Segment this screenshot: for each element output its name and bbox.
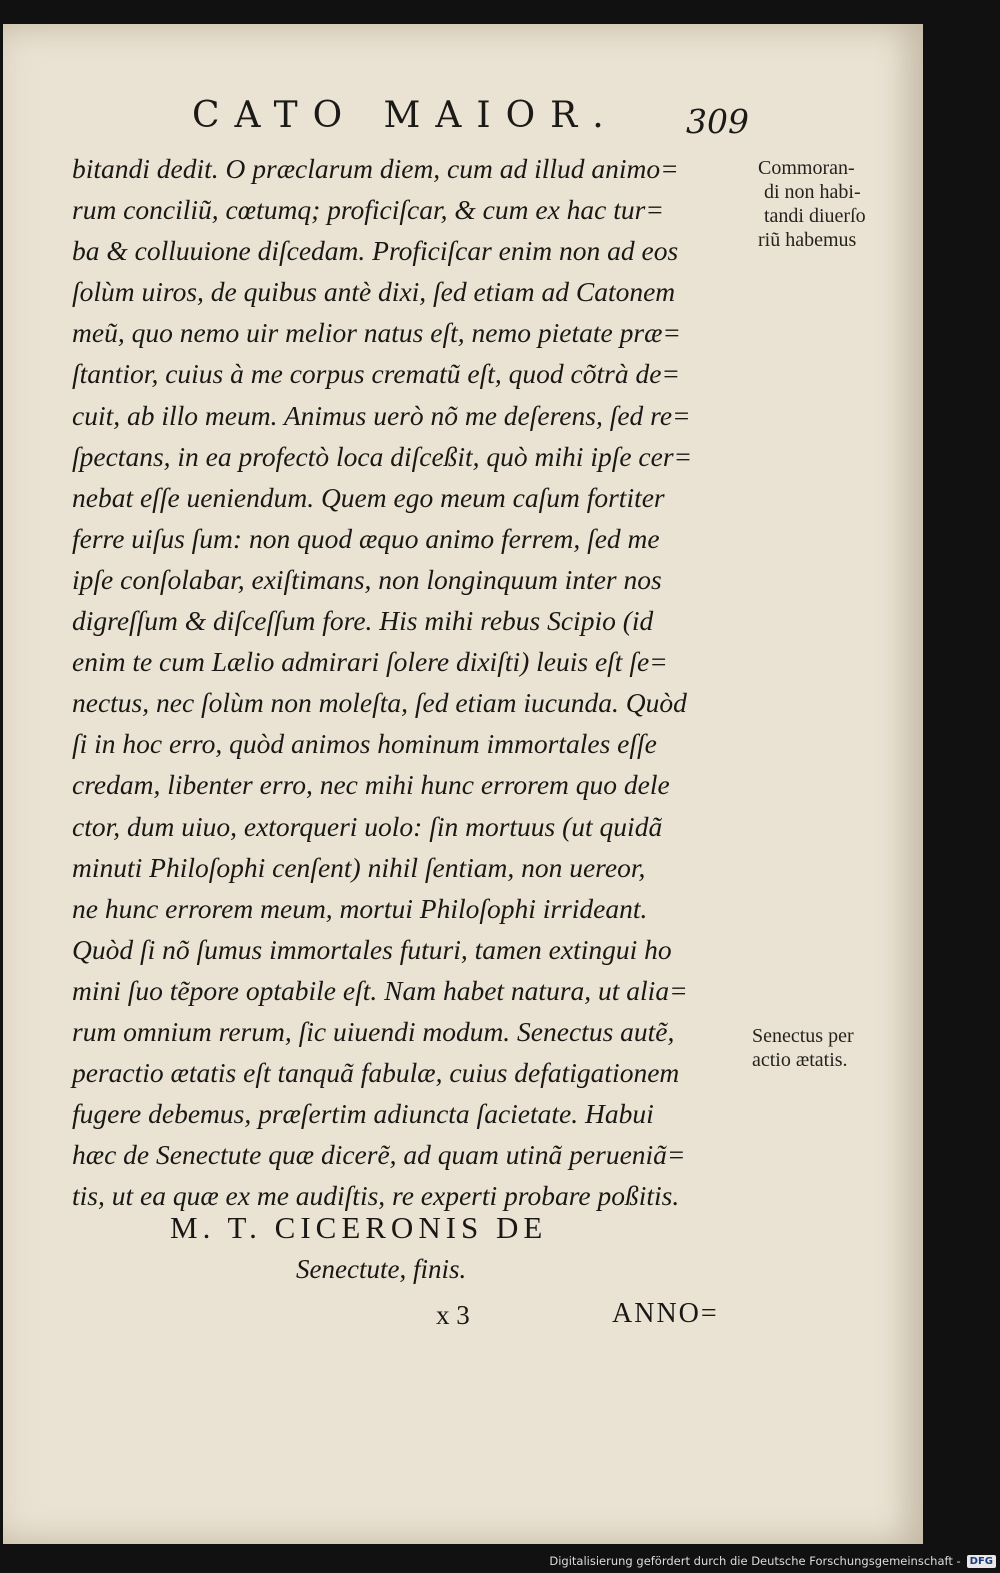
catchword: ANNO= (612, 1298, 719, 1329)
body-line: ſi in hoc erro, quòd animos hominum immortales eſſe (72, 728, 657, 760)
body-line: meũ, quo nemo uir melior natus eſt, nemo pietate præ= (72, 317, 681, 349)
body-line: ſpectans, in ea profectò loca diſceßit, quò mihi ipſe cer= (72, 440, 693, 472)
body-line: credam, libenter erro, nec mihi hunc errorem quo dele (72, 769, 670, 801)
body-line: fugere debemus, præſertim adiuncta ſacietate. Habui (72, 1098, 654, 1130)
body-line: minuti Philoſophi cenſent) nihil ſentiam, non uereor, (72, 851, 646, 883)
body-line: mini ſuo tẽpore optabile eſt. Nam habet natura, ut alia= (72, 974, 688, 1006)
body-line: rum omnium rerum, ſic uiuendi modum. Senectus autẽ, (72, 1015, 675, 1047)
body-line: nebat eſſe ueniendum. Quem ego meum caſum fortiter (72, 481, 665, 513)
body-line: tis, ut ea quæ ex me audiſtis, re experti probare poßitis. (72, 1180, 680, 1212)
funding-credit: Digitalisierung gefördert durch die Deutsche Forschungsgemeinschaft - (549, 1554, 961, 1568)
body-line: ſtantior, cuius à me corpus crematũ eſt, quod cõtrà de= (72, 358, 680, 390)
margin-note-senectus: Senectus per actio ætatis. (752, 1025, 854, 1071)
body-line: ferre uiſus ſum: non quod æquo animo ferrem, ſed me (72, 522, 660, 554)
body-line: enim te cum Lælio admirari ſolere dixiſti) leuis eſt ſe= (72, 646, 668, 678)
colophon-finis: Senectute, finis. (296, 1254, 467, 1284)
body-line: ipſe conſolabar, exiſtimans, non longinquum inter nos (72, 563, 662, 595)
body-text (72, 148, 752, 1216)
body-line: rum conciliũ, cœtumq; proficiſcar, & cum ex hac tur= (72, 194, 664, 226)
digitization-footer (549, 1551, 996, 1571)
body-line: bitandi dedit. O præclarum diem, cum ad illud animo= (72, 153, 679, 184)
body-line: ctor, dum uiuo, extorqueri uolo: ſin mortuus (ut quidã (72, 810, 663, 842)
body-line: peractio ætatis eſt tanquã fabulæ, cuius defatigationem (72, 1057, 680, 1089)
body-line: hæc de Senectute quæ dicerẽ, ad quam utinã perueniã= (72, 1139, 686, 1171)
running-title: CATO MAIOR. (192, 95, 619, 136)
body-line: ſolùm uiros, de quibus antè dixi, ſed etiam ad Catonem (72, 276, 676, 308)
body-line: ba & colluuione diſcedam. Proficiſcar enim non ad eos (72, 235, 679, 267)
signature-mark: x 3 (436, 1300, 470, 1330)
dfg-logo: DFG (967, 1555, 996, 1568)
body-line: nectus, nec ſolùm non moleſta, ſed etiam iucunda. Quòd (72, 687, 687, 719)
margin-note-commorandi: Commoran- di non habi- tandi diuerſo riũ habemus (758, 157, 866, 251)
page-number: 309 (686, 102, 749, 141)
body-line: cuit, ab illo meum. Animus uerò nõ me deſerens, ſed re= (72, 399, 691, 431)
body-line: digreſſum & diſceſſum fore. His mihi rebus Scipio (id (72, 605, 654, 637)
body-line: ne hunc errorem meum, mortui Philoſophi irrideant. (72, 892, 648, 924)
colophon-title: M. T. CICERONIS DE (170, 1210, 548, 1245)
body-line: Quòd ſi nõ ſumus immortales futuri, tamen extingui ho (72, 933, 672, 965)
